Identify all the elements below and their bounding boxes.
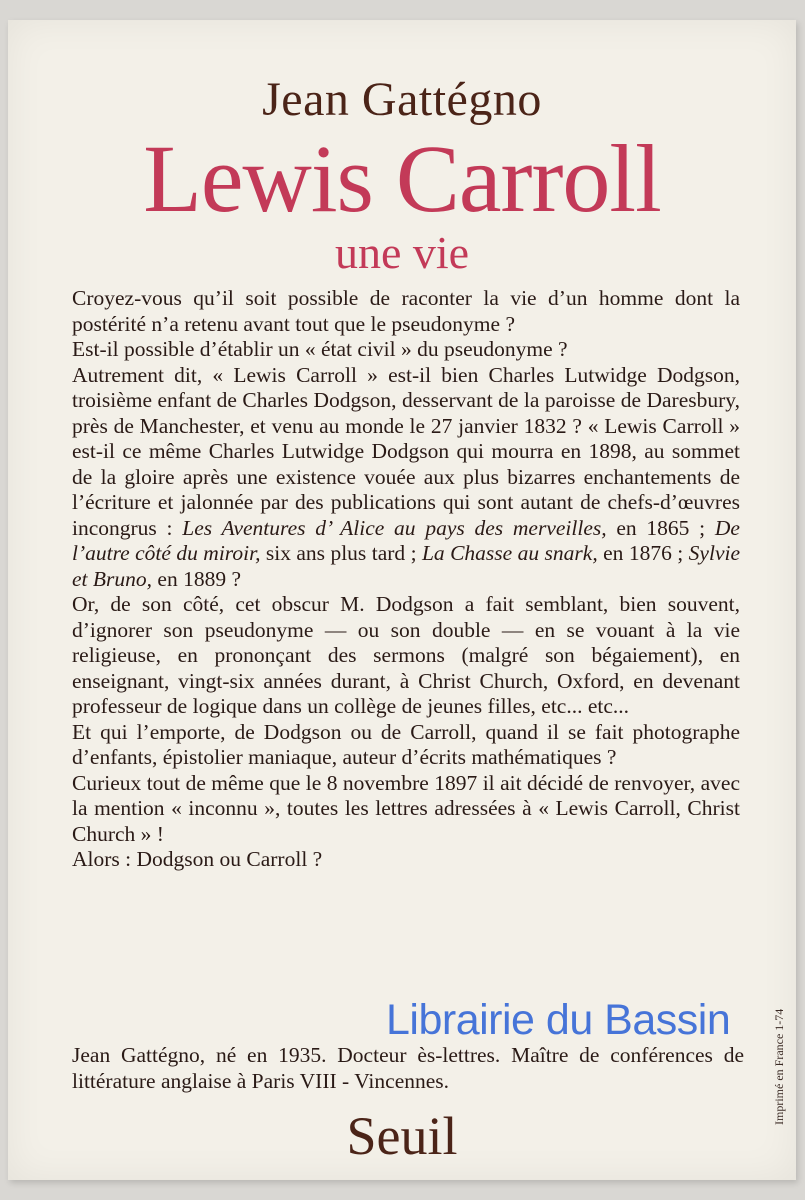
blurb-text: en 1865 ; — [606, 515, 715, 540]
book-title-alice: Les Aventures d’ Alice au pays des merveilles, — [182, 515, 607, 540]
blurb-text: en 1889 ? — [152, 566, 241, 591]
blurb-paragraph-6: Curieux tout de même que le 8 novembre 1897 il ait décidé de renvoyer, avec la mention « inconnu », toutes les lettres adressées à « Lewis Carroll, Christ Church » ! — [72, 770, 740, 846]
blurb-paragraph-3 — [72, 363, 740, 593]
author-name: Jean Gattégno — [262, 73, 542, 126]
blurb-text: Autrement dit, « Lewis Carroll » est-il bien Charles Lutwidge Dodgson, troisième enfant de Charles Dodgson, desservant de la paroisse de Daresbury, près de Manchester, et venu au monde le 27 janvier 1832 ? « Lewis Carroll » est-il ce même Charles Lutwidge Dodgson qui mourra en 1898, au sommet de la gloire après une existence vouée aux plus bizarres enchantements de l’écriture et jalonnée par des publications qui sont autant de chefs-d’œuvres incongrus : — [72, 362, 740, 540]
blurb-paragraph-7: Alors : Dodgson ou Carroll ? — [72, 847, 323, 871]
blurb-paragraph-2: Est-il possible d’établir un « état civil » du pseudonyme ? — [72, 337, 568, 361]
book-subtitle: une vie — [334, 227, 470, 278]
blurb — [72, 286, 740, 873]
blurb-text: six ans plus tard ; — [260, 541, 422, 565]
publisher-logo: Seuil — [346, 1106, 458, 1166]
book-title-snark: La Chasse au snark, — [421, 541, 598, 565]
blurb-paragraph-5: Et qui l’emporte, de Dodgson ou de Carroll, quand il se fait photographe d’enfants, épistolier maniaque, auteur d’écrits mathématiques ? — [72, 719, 740, 769]
book-title-miroir: De l’autre côté du miroir, — [72, 515, 740, 565]
book-title: Lewis Carroll — [143, 125, 661, 232]
author-bio: Jean Gattégno, né en 1935. Docteur ès-lettres. Maître de conférences de littérature anglaise à Paris VIII - Vincennes. — [72, 1043, 744, 1093]
print-note: Imprimé en France 1-74 — [772, 1008, 786, 1125]
blurb-text: en 1876 ; — [597, 541, 689, 565]
blurb-paragraph-4: Or, de son côté, cet obscur M. Dodgson a fait semblant, bien souvent, d’ignorer son pseudonyme — ou son double — en se vouant à la vie religieuse, en prononçant des sermons (malgré son bégaiement), en enseignant, vingt-six années durant, à Christ Church, Oxford, en devenant professeur de logique dans un collège de jeunes filles, etc... etc... — [72, 592, 740, 718]
shop-watermark: Librairie du Bassin — [386, 996, 731, 1044]
book-title-sylvie: Sylvie et Bruno, — [72, 541, 740, 591]
blurb-paragraph-1: Croyez-vous qu’il soit possible de raconter la vie d’un homme dont la postérité n’a retenu avant tout que le pseudonyme ? — [72, 286, 740, 336]
